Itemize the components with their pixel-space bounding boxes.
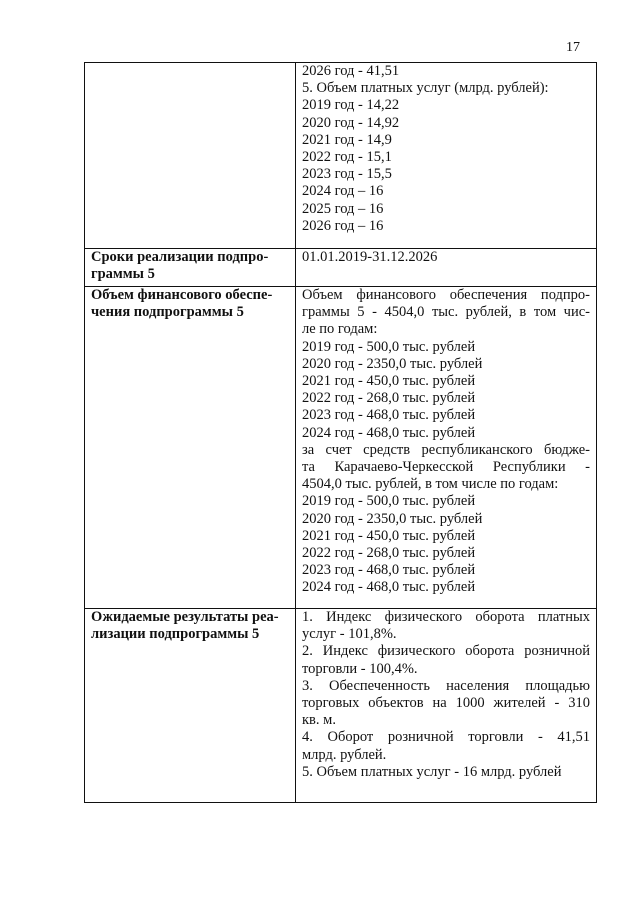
value-line: 2022 год - 268,0 тыс. рублей: [302, 390, 476, 407]
table-row-financing: [85, 287, 597, 609]
value-line: 2024 год – 16: [302, 183, 384, 200]
value-line: 2025 год – 16: [302, 200, 384, 217]
value-line: 2019 год - 500,0 тыс. рублей: [302, 493, 476, 510]
value-line: 2023 год - 15,5: [302, 166, 392, 183]
table-row-period: [85, 249, 597, 287]
value-line: торговли - 100,4%.: [302, 660, 418, 677]
value-line: кв. м.: [302, 712, 336, 729]
page-number: 17: [566, 40, 580, 55]
value-line: 2020 год - 14,92: [302, 114, 400, 131]
value-line: 2021 год - 14,9: [302, 131, 392, 148]
value-line: Объем финансового обеспечения подпро-: [302, 287, 590, 303]
subprogram-passport-table: [84, 62, 597, 803]
value-line: 2024 год - 468,0 тыс. рублей: [302, 424, 476, 441]
value-line: 2019 год - 14,22: [302, 97, 400, 114]
value-cell-indicators: [296, 63, 597, 249]
table-row-results: [85, 609, 597, 803]
value-line: 3. Обеспеченность населения площадью: [302, 677, 590, 694]
value-line: за счет средств республиканского бюдже-: [302, 441, 590, 458]
value-line: 4. Оборот розничной торговли - 41,51: [302, 729, 590, 746]
label-line: граммы 5: [91, 266, 155, 283]
label-line: Ожидаемые результаты реа-: [91, 609, 279, 625]
value-cell-period: [296, 249, 597, 287]
value-line: 2020 год - 2350,0 тыс. рублей: [302, 355, 483, 372]
value-line: граммы 5 - 4504,0 тыс. рублей, в том чис-: [302, 304, 590, 321]
value-line: 2023 год - 468,0 тыс. рублей: [302, 562, 476, 579]
value-line: 2021 год - 450,0 тыс. рублей: [302, 527, 476, 544]
value-line: 5. Объем платных услуг - 16 млрд. рублей: [302, 763, 562, 780]
value-line: 1. Индекс физического оборота платных: [302, 609, 590, 625]
value-line: услуг - 101,8%.: [302, 626, 397, 643]
label-cell-period: [85, 249, 296, 287]
value-line: 2020 год - 2350,0 тыс. рублей: [302, 510, 483, 527]
value-line: 2026 год – 16: [302, 217, 384, 234]
value-line: 4504,0 тыс. рублей, в том числе по годам:: [302, 476, 559, 493]
value-line: 2022 год - 268,0 тыс. рублей: [302, 545, 476, 562]
label-cell-financing: [85, 287, 296, 609]
label-line: лизации подпрограммы 5: [91, 626, 260, 643]
value-line: 2024 год - 468,0 тыс. рублей: [302, 579, 476, 596]
label-cell-results: [85, 609, 296, 803]
label-cell-empty: [85, 63, 296, 249]
value-line: 5. Объем платных услуг (млрд. рублей):: [302, 80, 549, 97]
value-cell-financing: [296, 287, 597, 609]
value-line: 2019 год - 500,0 тыс. рублей: [302, 338, 476, 355]
value-line: млрд. рублей.: [302, 746, 387, 763]
value-line: 2023 год - 468,0 тыс. рублей: [302, 407, 476, 424]
period-value: 01.01.2019-31.12.2026: [302, 249, 438, 265]
label-line: чения подпрограммы 5: [91, 304, 244, 321]
label-line: Объем финансового обеспе-: [91, 287, 273, 303]
value-line: 2026 год - 41,51: [302, 63, 400, 79]
value-line: та Карачаево-Черкесской Республики -: [302, 459, 590, 476]
value-line: 2021 год - 450,0 тыс. рублей: [302, 373, 476, 390]
value-line: 2. Индекс физического оборота розничной: [302, 643, 590, 660]
table-row-continuation: [85, 63, 597, 249]
value-line: 2022 год - 15,1: [302, 149, 392, 166]
value-line: торговых объектов на 1000 жителей - 310: [302, 695, 590, 712]
value-line: ле по годам:: [302, 321, 378, 338]
label-line: Сроки реализации подпро-: [91, 249, 269, 265]
value-cell-results: [296, 609, 597, 803]
